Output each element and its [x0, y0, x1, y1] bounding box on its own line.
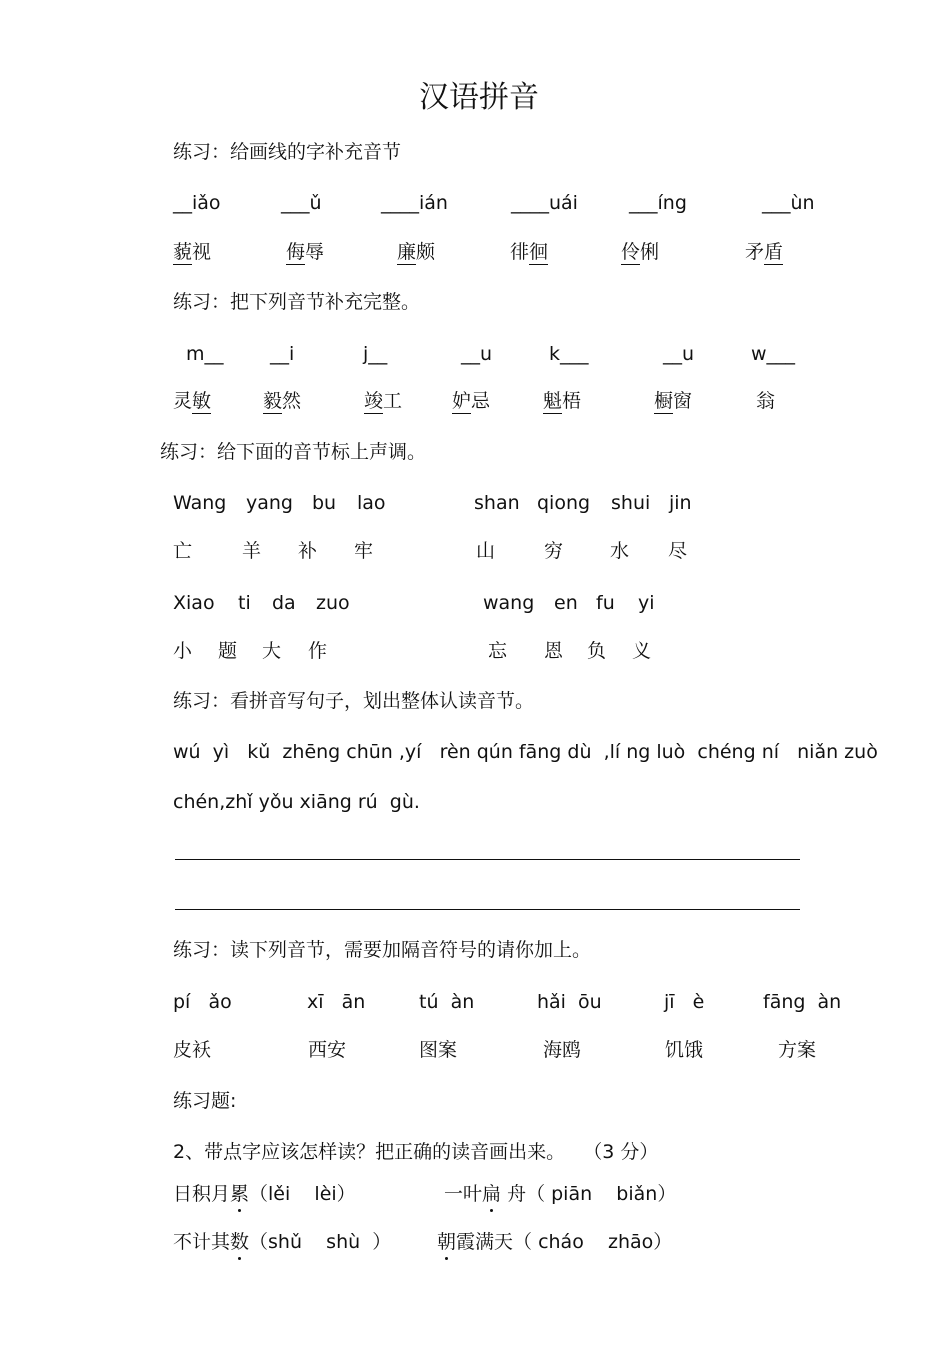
pinyin-blank: k___: [549, 343, 589, 365]
word-char: 矛: [745, 241, 765, 263]
underlined-char: 竣: [364, 390, 384, 412]
idiom-char: 水: [610, 540, 630, 562]
underlined-char: 妒: [452, 390, 472, 412]
word-char: 灵: [173, 390, 193, 412]
idiom-pinyin: jin: [669, 492, 692, 514]
idiom-pinyin: bu: [312, 492, 337, 514]
word: [173, 240, 211, 264]
idiom-char: 尽: [668, 540, 688, 562]
idiom-char: 牢: [354, 540, 374, 562]
word: 饥饿: [665, 1039, 704, 1061]
pinyin-blank: w___: [751, 343, 796, 365]
word-char: 徘: [510, 241, 530, 263]
idiom-char: 补: [298, 540, 318, 562]
word: [452, 389, 490, 413]
exercise-5-heading: 练习：读下列音节，需要加隔音符号的请你加上。: [173, 939, 592, 961]
pinyin-syllable: jī è: [664, 991, 705, 1013]
item-text: 不计其: [173, 1231, 231, 1253]
idiom-char: 山: [476, 540, 496, 562]
underlined-char: 魁: [543, 390, 563, 412]
word: [621, 240, 659, 264]
idiom-char: 亡: [173, 540, 193, 562]
idiom-char: 大: [262, 640, 282, 662]
idiom-char: 恩: [544, 640, 564, 662]
word-char: 颇: [416, 241, 436, 263]
pinyin-syllable: pí ǎo: [173, 991, 232, 1013]
idiom-pinyin: lao: [357, 492, 386, 514]
item-text: 一叶: [444, 1183, 483, 1205]
word-char: 梧: [562, 390, 582, 412]
word: [364, 389, 402, 413]
pinyin-blank: ____ián: [381, 192, 448, 214]
underlined-char: 藐: [173, 241, 193, 263]
word-char: 视: [192, 241, 212, 263]
word-char: 辱: [305, 241, 325, 263]
pinyin-blank: ___ùn: [762, 192, 815, 214]
idiom-pinyin: wang: [483, 592, 535, 614]
idiom-char: 忘: [488, 640, 508, 662]
idiom-pinyin: yang: [246, 492, 293, 514]
idiom-pinyin: zuo: [316, 592, 350, 614]
item-text: 舟: [501, 1183, 527, 1205]
dotted-char: 扁: [482, 1183, 502, 1205]
pinyin-blank: __i: [270, 343, 295, 365]
pinyin-blank: ___íng: [629, 192, 687, 214]
idiom-pinyin: da: [272, 592, 296, 614]
pinyin-syllable: xī ān: [307, 991, 366, 1013]
exercise-4-heading: 练习：看拼音写句子，划出整体认读音节。: [173, 690, 535, 712]
word: 方案: [778, 1039, 817, 1061]
idiom-pinyin: ti: [238, 592, 251, 614]
word-char: 窗: [673, 390, 693, 412]
underlined-char: 毅: [263, 390, 283, 412]
exercise-6-question: 2、带点字应该怎样读？把正确的读音画出来。 （3 分）: [173, 1141, 659, 1163]
item-text: 霞满天: [456, 1231, 514, 1253]
idiom-pinyin: yi: [638, 592, 655, 614]
idiom-char: 作: [308, 640, 328, 662]
reading-options: （ cháo zhāo）: [513, 1231, 673, 1253]
pinyin-blank: m__: [186, 343, 224, 365]
idiom-char: 小: [173, 640, 193, 662]
pinyin-blank: __u: [663, 343, 695, 365]
reading-options: （ piān biǎn）: [526, 1183, 677, 1205]
pinyin-syllable: fāng àn: [763, 991, 842, 1013]
exercise-4-pinyin-line-1: wú yì kǔ zhēng chūn ,yí rèn qún fāng dù ,lí ng luò chéng ní niǎn zuò: [173, 741, 878, 763]
word: [654, 389, 692, 413]
idiom-pinyin: qiong: [537, 492, 591, 514]
underlined-char: 廉: [397, 241, 417, 263]
answer-line-1[interactable]: [175, 859, 800, 860]
underlined-char: 橱: [654, 390, 674, 412]
reading-item: [173, 1230, 391, 1254]
answer-line-2[interactable]: [175, 909, 800, 910]
word: [263, 389, 301, 413]
item-text: 日积月: [173, 1183, 231, 1205]
pinyin-blank: ___ǔ: [281, 192, 322, 214]
underlined-char: 盾: [764, 241, 784, 263]
word: [745, 240, 783, 264]
word: [173, 389, 211, 413]
word: [397, 240, 435, 264]
pinyin-blank: __iǎo: [173, 192, 221, 214]
idiom-pinyin: Wang: [173, 492, 227, 514]
exercise-4-pinyin-line-2: chén,zhǐ yǒu xiāng rú gù.: [173, 791, 420, 813]
word: 海鸥: [543, 1039, 582, 1061]
pinyin-blank: j__: [363, 343, 388, 365]
word: [286, 240, 324, 264]
word: 翁: [756, 390, 776, 412]
idiom-pinyin: Xiao: [173, 592, 215, 614]
pinyin-syllable: hǎi ōu: [537, 991, 602, 1013]
underlined-char: 侮: [286, 241, 306, 263]
reading-options: （shǔ shù ）: [249, 1231, 392, 1253]
underlined-char: 伶: [621, 241, 641, 263]
idiom-char: 义: [632, 640, 652, 662]
exercise-6-heading: 练习题:: [173, 1090, 237, 1112]
reading-options: （lěi lèi）: [249, 1183, 356, 1205]
dotted-char: 数: [230, 1231, 250, 1253]
idiom-char: 负: [587, 640, 607, 662]
exercise-2-heading: 练习：把下列音节补充完整。: [173, 291, 421, 313]
word-char: 俐: [640, 241, 660, 263]
reading-item: [444, 1182, 676, 1206]
idiom-pinyin: shan: [474, 492, 520, 514]
idiom-char: 题: [218, 640, 238, 662]
idiom-char: 羊: [242, 540, 262, 562]
word: [510, 240, 548, 264]
pinyin-blank: ____uái: [511, 192, 578, 214]
underlined-char: 徊: [529, 241, 549, 263]
page-title: 汉语拼音: [419, 80, 539, 115]
idiom-pinyin: shui: [611, 492, 651, 514]
idiom-pinyin: fu: [596, 592, 615, 614]
underlined-char: 敏: [192, 390, 212, 412]
dotted-char: 累: [230, 1183, 250, 1205]
word-char: 工: [383, 390, 403, 412]
exercise-1-heading: 练习：给画线的字补充音节: [173, 141, 402, 163]
word-char: 然: [282, 390, 302, 412]
reading-item: [173, 1182, 356, 1206]
reading-item: [437, 1230, 672, 1254]
word: [543, 389, 581, 413]
word: 西安: [308, 1039, 347, 1061]
pinyin-blank: __u: [461, 343, 493, 365]
dotted-char: 朝: [437, 1231, 457, 1253]
idiom-pinyin: en: [554, 592, 578, 614]
exercise-3-heading: 练习：给下面的音节标上声调。: [160, 441, 427, 463]
word: 皮袄: [173, 1039, 212, 1061]
word: 图案: [419, 1039, 458, 1061]
word-char: 忌: [471, 390, 491, 412]
pinyin-syllable: tú àn: [419, 991, 475, 1013]
idiom-char: 穷: [544, 540, 564, 562]
